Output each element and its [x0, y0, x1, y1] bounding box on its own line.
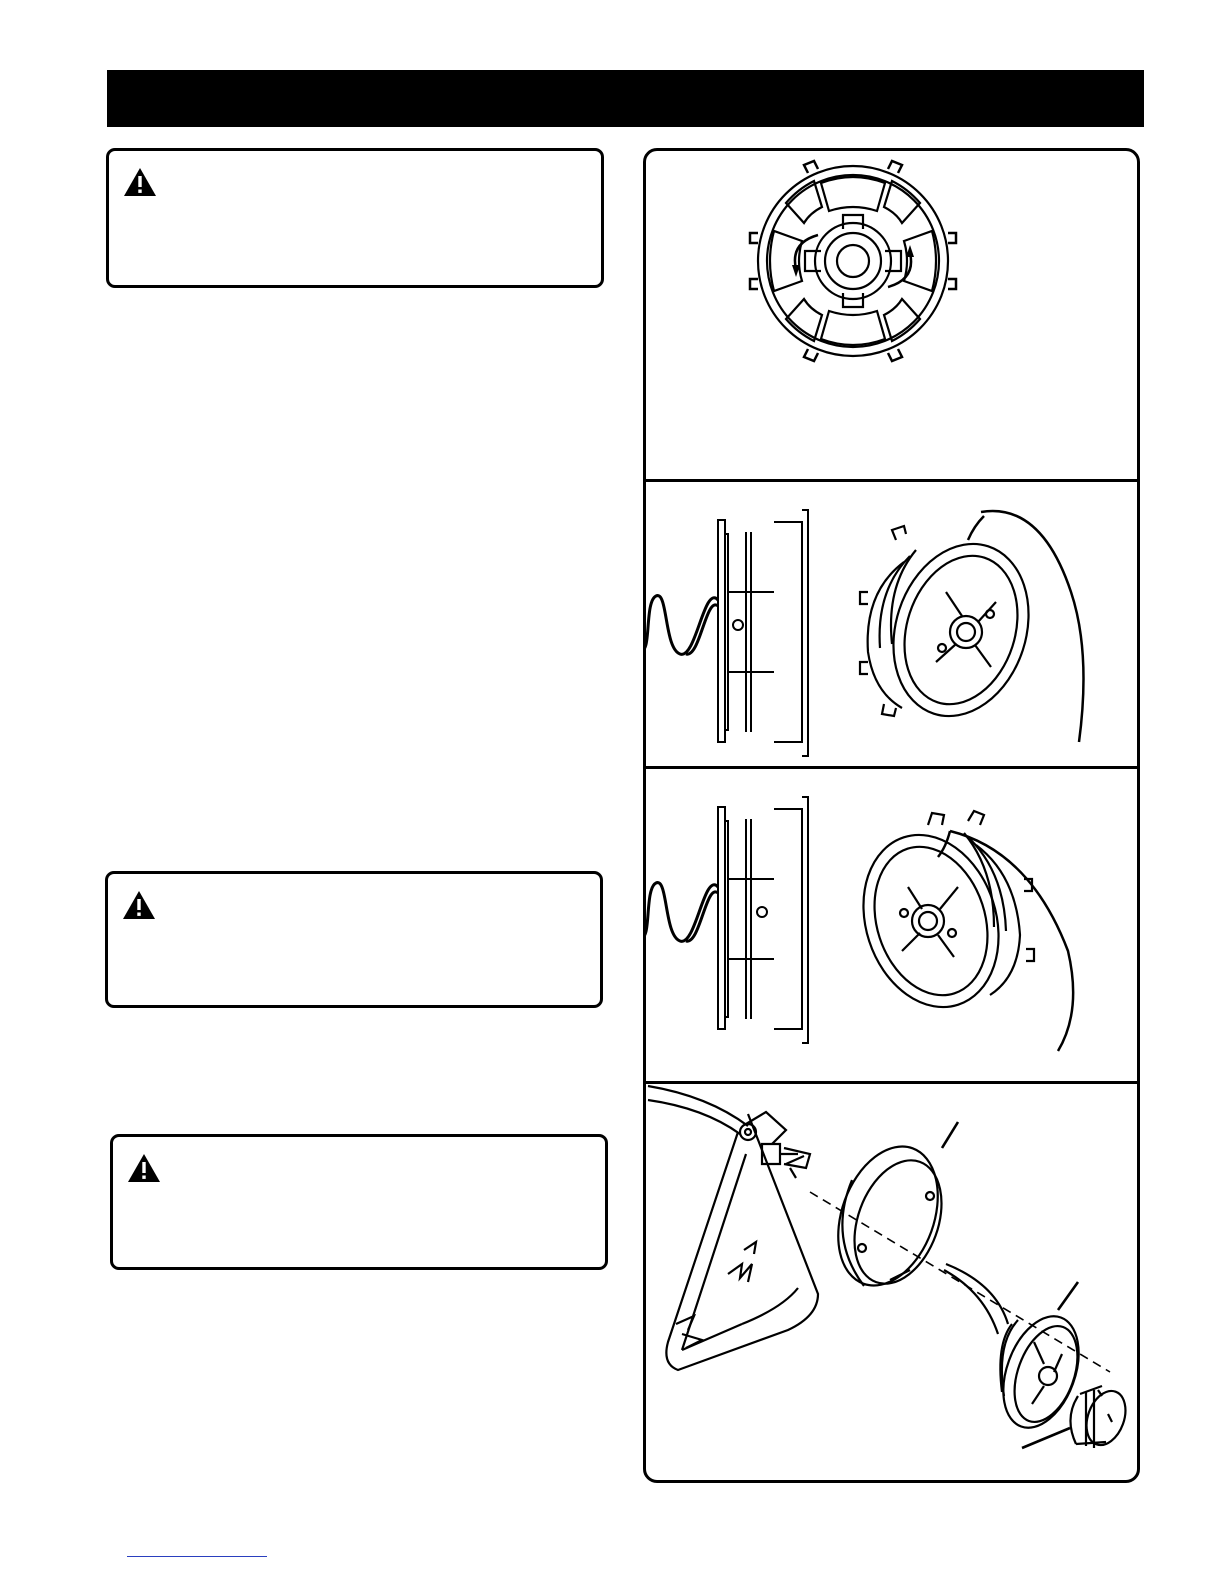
figure-spool-top-view [646, 151, 1137, 479]
figure-spool-reversed-view [646, 769, 1137, 1081]
warning-triangle-icon [123, 167, 157, 197]
footer-link-rule [127, 1556, 267, 1557]
section-header-bar [107, 70, 1144, 127]
warning-box-1 [106, 148, 604, 288]
warning-triangle-icon [127, 1153, 161, 1183]
figure-panel [643, 148, 1140, 1483]
warning-triangle-icon [122, 890, 156, 920]
figure-spool-wound-view [646, 482, 1137, 766]
warning-box-3 [110, 1134, 608, 1270]
warning-box-2 [105, 871, 603, 1008]
figure-trimmer-head-exploded-view [646, 1084, 1137, 1480]
